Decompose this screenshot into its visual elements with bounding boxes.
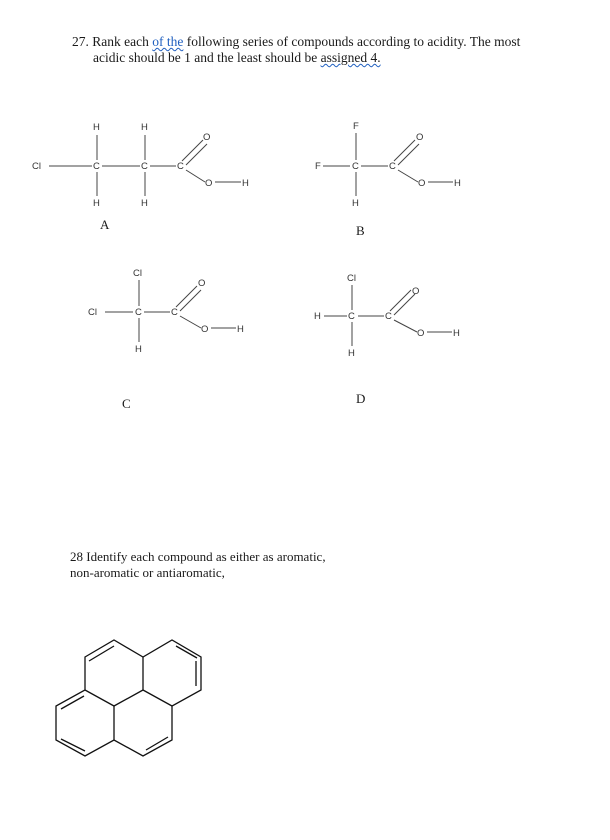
atom-label: O xyxy=(205,178,213,189)
atom-label: C xyxy=(141,161,148,172)
atom-label: Cl xyxy=(88,307,97,318)
atom-label: C xyxy=(177,161,184,172)
atom-label: O xyxy=(198,278,206,289)
atom-label: F xyxy=(315,161,321,172)
atom-label: F xyxy=(353,121,359,132)
q28-line1: 28 Identify each compound as either as aromatic, xyxy=(70,549,326,564)
q28-line2: non-aromatic or antiaromatic, xyxy=(70,565,225,580)
label-b: B xyxy=(356,223,365,238)
atom-label: H xyxy=(237,324,244,335)
atom-label: C xyxy=(385,311,392,322)
atom-label: H xyxy=(242,178,249,189)
polycyclic-structure xyxy=(56,640,201,756)
atom-label: H xyxy=(93,198,100,209)
question-28 xyxy=(70,549,470,581)
atom-label: C xyxy=(171,307,178,318)
atom-label: Cl xyxy=(32,161,41,172)
atom-label: O xyxy=(203,132,211,143)
atom-label: Cl xyxy=(133,268,142,279)
atom-label: C xyxy=(352,161,359,172)
label-a: A xyxy=(100,217,110,232)
atom-label: O xyxy=(201,324,209,335)
molecule-a xyxy=(32,122,249,232)
q27-line1-rest: following series of compounds according to acidity. The most xyxy=(183,34,521,49)
atom-label: C xyxy=(93,161,100,172)
q27-line2-end: assigned 4. xyxy=(320,50,381,65)
atom-label: H xyxy=(141,198,148,209)
atom-label: H xyxy=(348,348,355,359)
atom-label: H xyxy=(314,311,321,322)
atom-label: H xyxy=(453,328,460,339)
molecule-d xyxy=(314,273,460,406)
q27-prefix: 27. Rank each xyxy=(72,34,153,49)
atom-label: C xyxy=(389,161,396,172)
label-c: C xyxy=(122,396,131,411)
atom-label: O xyxy=(412,286,420,297)
molecule-b xyxy=(315,121,461,238)
atom-label: H xyxy=(141,122,148,133)
atom-label: H xyxy=(93,122,100,133)
atom-label: H xyxy=(352,198,359,209)
atom-label: O xyxy=(416,132,424,143)
atom-label: C xyxy=(135,307,142,318)
q27-struck-text: of the xyxy=(152,34,184,49)
atom-label: O xyxy=(418,178,426,189)
atom-label: Cl xyxy=(347,273,356,284)
atom-label: C xyxy=(348,311,355,322)
q27-line2-start: acidic should be 1 and the least should be xyxy=(93,50,321,65)
molecule-c xyxy=(88,268,244,411)
atom-label: H xyxy=(135,344,142,355)
atom-label: H xyxy=(454,178,461,189)
atom-label: O xyxy=(417,328,425,339)
label-d: D xyxy=(356,391,366,406)
